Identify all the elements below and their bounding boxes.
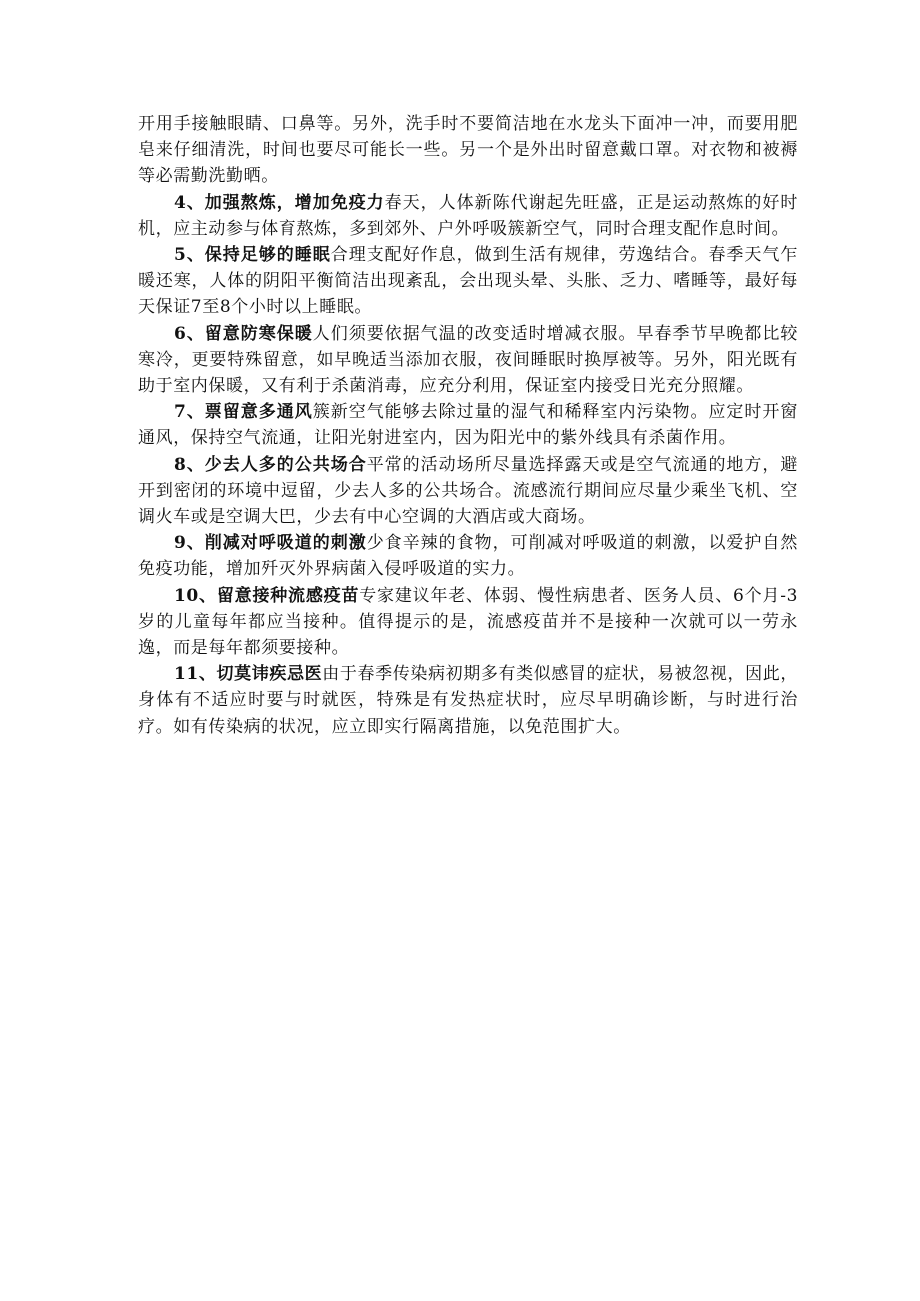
tip-paragraph-5 bbox=[138, 242, 798, 321]
tip-heading-5: 5、保持足够的睡眠 bbox=[174, 245, 331, 266]
tip-paragraph-11 bbox=[138, 661, 798, 740]
tip-text-10: 专家建议年老、体弱、慢性病患者、医务人员、6个月-3岁的儿童每年都应当接种。值得提示的是，流感疫苗并不是接种一次就可以一劳永逸，而是每年都须要接种。 bbox=[138, 585, 798, 659]
tip-text-9: 少食辛辣的食物，可削减对呼吸道的刺激，以爱护自然免疫功能，增加歼灭外界病菌入侵呼吸道的实力。 bbox=[138, 533, 798, 580]
tip-paragraph-4 bbox=[138, 190, 798, 242]
tip-heading-11: 11、切莫讳疾忌医 bbox=[174, 664, 323, 685]
intro-text: 开用手接触眼睛、口鼻等。另外，洗手时不要简洁地在水龙头下面冲一冲，而要用肥皂来仔细清洗，时间也要尽可能长一些。另一个是外出时留意戴口罩。对衣物和被褥等必需勤洗勤晒。 bbox=[138, 114, 798, 187]
tip-paragraph-9 bbox=[138, 530, 798, 582]
tip-heading-4: 4、加强熬炼，增加免疫力 bbox=[174, 192, 385, 213]
tip-heading-8: 8、少去人多的公共场合 bbox=[174, 454, 367, 475]
tip-heading-7: 7、票留意多通风 bbox=[174, 402, 313, 423]
intro-paragraph bbox=[138, 111, 798, 190]
tip-text-6: 人们须要依据气温的改变适时增减衣服。早春季节早晚都比较寒冷，更要特殊留意，如早晚适当添加衣服，夜间睡眠时换厚被等。另外，阳光既有助于室内保暖，又有利于杀菌消毒，应充分利用，保证室内接受日光充分照耀。 bbox=[138, 323, 798, 397]
tip-text-8: 平常的活动场所尽量选择露天或是空气流通的地方，避开到密闭的环境中逗留，少去人多的公共场合。流感流行期间应尽量少乘坐飞机、空调火车或是空调大巴，少去有中心空调的大酒店或大商场。 bbox=[138, 454, 798, 528]
tip-paragraph-6 bbox=[138, 321, 798, 400]
tip-text-4: 春天，人体新陈代谢起先旺盛，正是运动熬炼的好时机，应主动参与体育熬炼，多到郊外、户外呼吸簇新空气，同时合理支配作息时间。 bbox=[138, 192, 798, 239]
tip-text-5: 合理支配好作息，做到生活有规律，劳逸结合。春季天气乍暖还寒，人体的阴阳平衡简洁出现紊乱，会出现头晕、头胀、乏力、嗜睡等，最好每天保证7至8个小时以上睡眠。 bbox=[138, 245, 798, 318]
tip-paragraph-10 bbox=[138, 583, 798, 662]
tip-text-7: 簇新空气能够去除过量的湿气和稀释室内污染物。应定时开窗通风，保持空气流通，让阳光射进室内，因为阳光中的紫外线具有杀菌作用。 bbox=[138, 402, 798, 449]
tip-heading-6: 6、留意防寒保暖 bbox=[174, 323, 313, 344]
tip-paragraph-8 bbox=[138, 452, 798, 531]
tip-paragraph-7 bbox=[138, 399, 798, 451]
document-body bbox=[138, 111, 798, 740]
tip-heading-10: 10、留意接种流感疫苗 bbox=[174, 585, 360, 606]
tip-heading-9: 9、削减对呼吸道的刺激 bbox=[174, 533, 367, 554]
tip-text-11: 由于春季传染病初期多有类似感冒的症状，易被忽视，因此，身体有不适应时要与时就医，特殊是有发热症状时，应尽早明确诊断，与时进行治疗。如有传染病的状况，应立即实行隔离措施，以免范围扩大。 bbox=[138, 664, 798, 737]
